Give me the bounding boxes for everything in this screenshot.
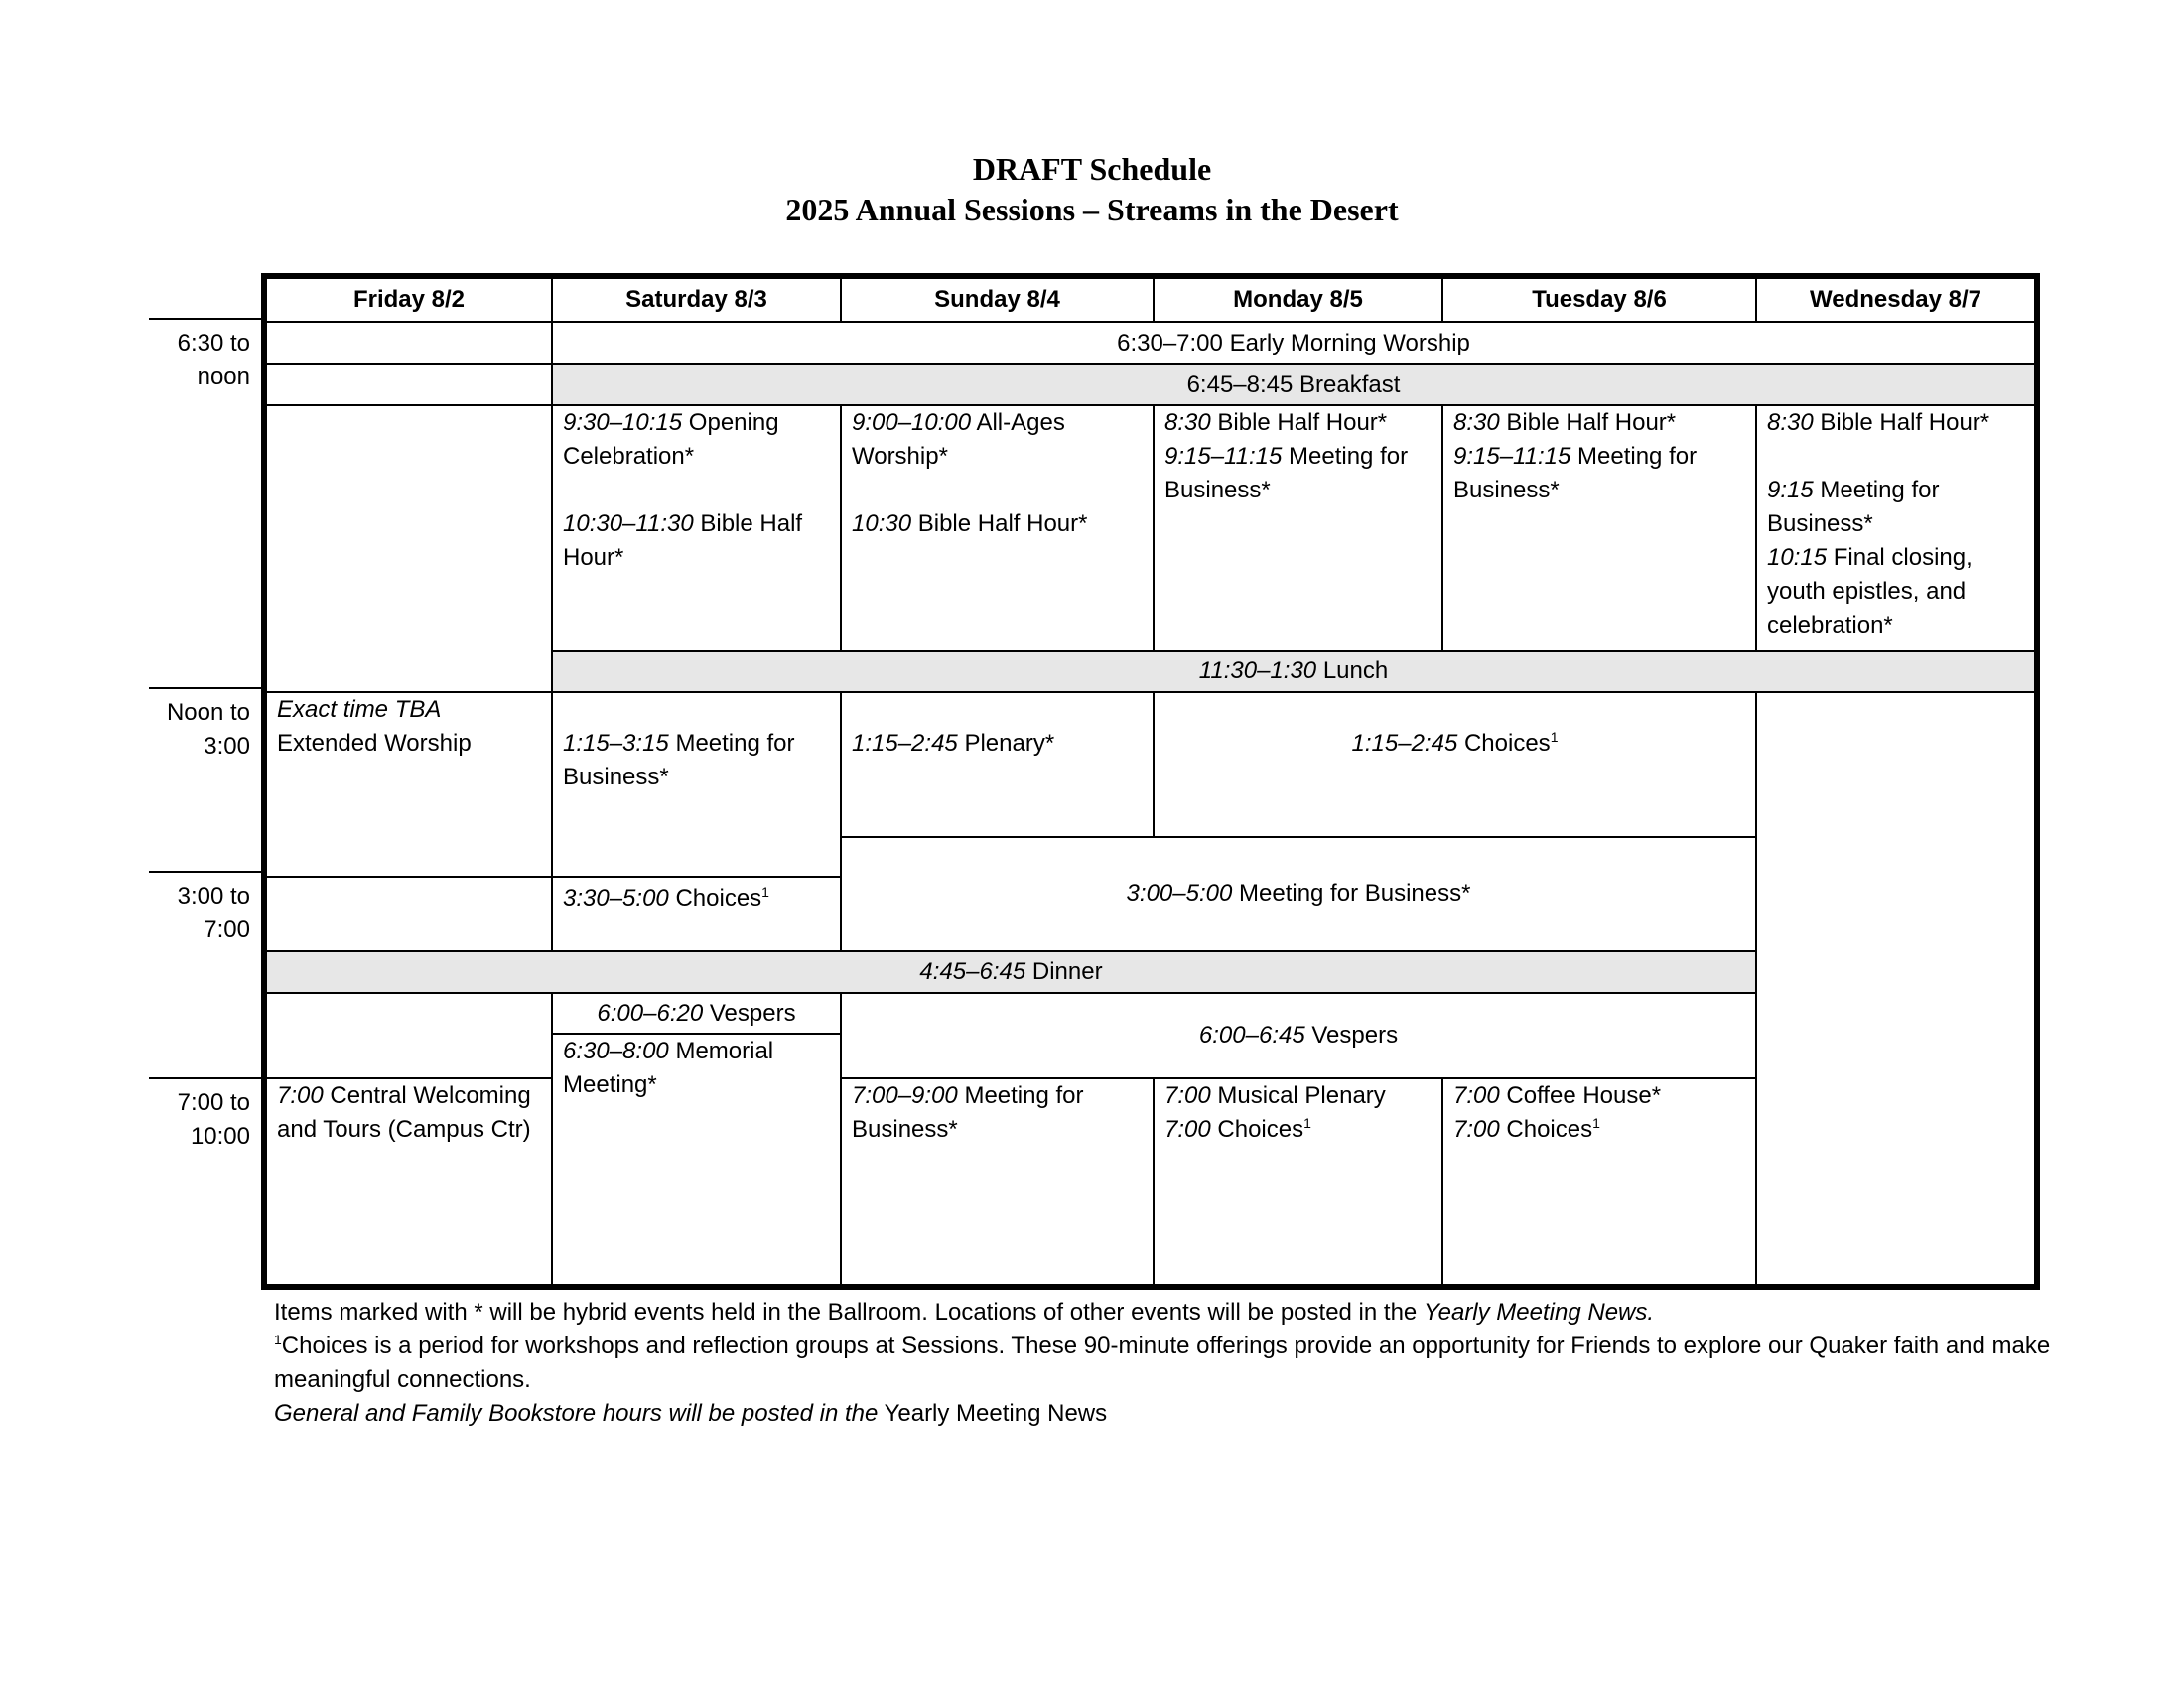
event-item: 7:00 Choices$^1$ (1453, 1114, 1600, 1143)
event-item: 9:15–11:15 Meeting for Business* (1164, 443, 1409, 504)
event-cell (1756, 405, 2037, 650)
empty-cell (264, 322, 552, 363)
empty-cell (264, 993, 552, 1078)
event-item: 9:00–10:00 All-Ages Worship* (852, 409, 1065, 471)
day-header-saturday: Saturday 8/3 (552, 276, 841, 322)
choices-cell: 1:15–2:45 Choices$^1$ (1154, 692, 1756, 836)
row-divider (149, 871, 264, 873)
event-item: 8:30 Bible Half Hour* (1164, 409, 1388, 437)
event-cell (552, 1034, 841, 1287)
event-cell (1154, 405, 1442, 650)
event-item: 1:15–3:15 Meeting for Business* (563, 730, 795, 791)
document-title: DRAFT Schedule (972, 151, 1212, 187)
event-cell (264, 692, 552, 877)
row-divider (149, 687, 264, 689)
empty-cell (1756, 692, 2037, 1287)
empty-cell (264, 405, 552, 692)
header-row (264, 276, 2037, 322)
event-cell: 3:30–5:00 Choices$^1$ (552, 877, 841, 951)
empty-cell (264, 877, 552, 951)
event-cell (841, 405, 1154, 650)
event-item: 8:30 Bible Half Hour* (1767, 409, 1990, 437)
event-item: 7:00 Coffee House* (1453, 1081, 1662, 1109)
event-item: Extended Worship (277, 730, 472, 758)
vespers-cell: 6:00–6:20 Vespers (552, 993, 841, 1034)
business-cell: 3:00–5:00 Meeting for Business* (841, 837, 1756, 951)
event-cell (841, 1078, 1154, 1287)
early-worship-cell: 6:30–7:00 Early Morning Worship (552, 322, 2037, 363)
day-header-monday: Monday 8/5 (1154, 276, 1442, 322)
row-divider (149, 318, 264, 320)
row-divider (149, 1077, 264, 1079)
lunch-cell: 11:30–1:30 Lunch (552, 651, 2037, 692)
day-header-sunday: Sunday 8/4 (841, 276, 1154, 322)
event-item: 9:30–10:15 Opening Celebration* (563, 409, 779, 471)
footnotes (274, 1296, 2061, 1431)
row-label-morning: 6:30 to noon (177, 330, 250, 390)
breakfast-cell: 6:45–8:45 Breakfast (552, 364, 2037, 405)
event-cell (552, 692, 841, 877)
row-label-midday: Noon to 3:00 (166, 699, 250, 760)
dinner-cell: 4:45–6:45 Dinner (264, 951, 1756, 993)
event-cell (1442, 1078, 1756, 1287)
event-item: 10:30 Bible Half Hour* (852, 510, 1088, 538)
event-item: 7:00 Central Welcoming and Tours (Campus Ctr) (277, 1081, 531, 1143)
event-item: 7:00 Choices$^1$ (1164, 1114, 1311, 1143)
footnote-choices: $^1$Choices is a period for workshops and reflection groups at Sessions. These 90-minute offerings provide an opportunity for Friends to explore our Quaker faith and make meaningful connections. (274, 1332, 2051, 1393)
event-cell (264, 1078, 552, 1287)
event-cell (552, 405, 841, 650)
event-item: 1:15–2:45 Plenary* (852, 730, 1055, 758)
event-item: 10:15 Final closing, youth epistles, and celebration* (1767, 544, 1973, 639)
row-label-afternoon: 3:00 to 7:00 (177, 883, 250, 943)
day-header-wednesday: Wednesday 8/7 (1756, 276, 2037, 322)
day-header-tuesday: Tuesday 8/6 (1442, 276, 1756, 322)
event-item: 7:00–9:00 Meeting for Business* (852, 1081, 1084, 1143)
footnote-bookstore: General and Family Bookstore hours will be posted in the Yearly Meeting News (274, 1400, 1108, 1427)
schedule-table (261, 273, 2040, 1290)
event-item: 6:30–8:00 Memorial Meeting* (563, 1038, 774, 1099)
event-cell (1442, 405, 1756, 650)
event-item: 9:15 Meeting for Business* (1767, 477, 1940, 538)
footnote-hybrid: Items marked with * will be hybrid events held in the Ballroom. Locations of other events will be posted in the Yearly Meeting News. (274, 1299, 1655, 1326)
document-subtitle: 2025 Annual Sessions – Streams in the Desert (785, 192, 1399, 227)
vespers-cell: 6:00–6:45 Vespers (841, 993, 1756, 1078)
row-label-evening: 7:00 to 10:00 (177, 1089, 250, 1150)
event-item: 8:30 Bible Half Hour* (1453, 409, 1677, 437)
event-item: 9:15–11:15 Meeting for Business* (1453, 443, 1698, 504)
event-item: 7:00 Musical Plenary (1164, 1081, 1386, 1109)
event-item: Exact time TBA (277, 696, 442, 724)
empty-cell (264, 364, 552, 405)
day-header-friday: Friday 8/2 (264, 276, 552, 322)
event-cell (841, 692, 1154, 836)
event-item: 10:30–11:30 Bible Half Hour* (563, 510, 803, 572)
event-cell (1154, 1078, 1442, 1287)
